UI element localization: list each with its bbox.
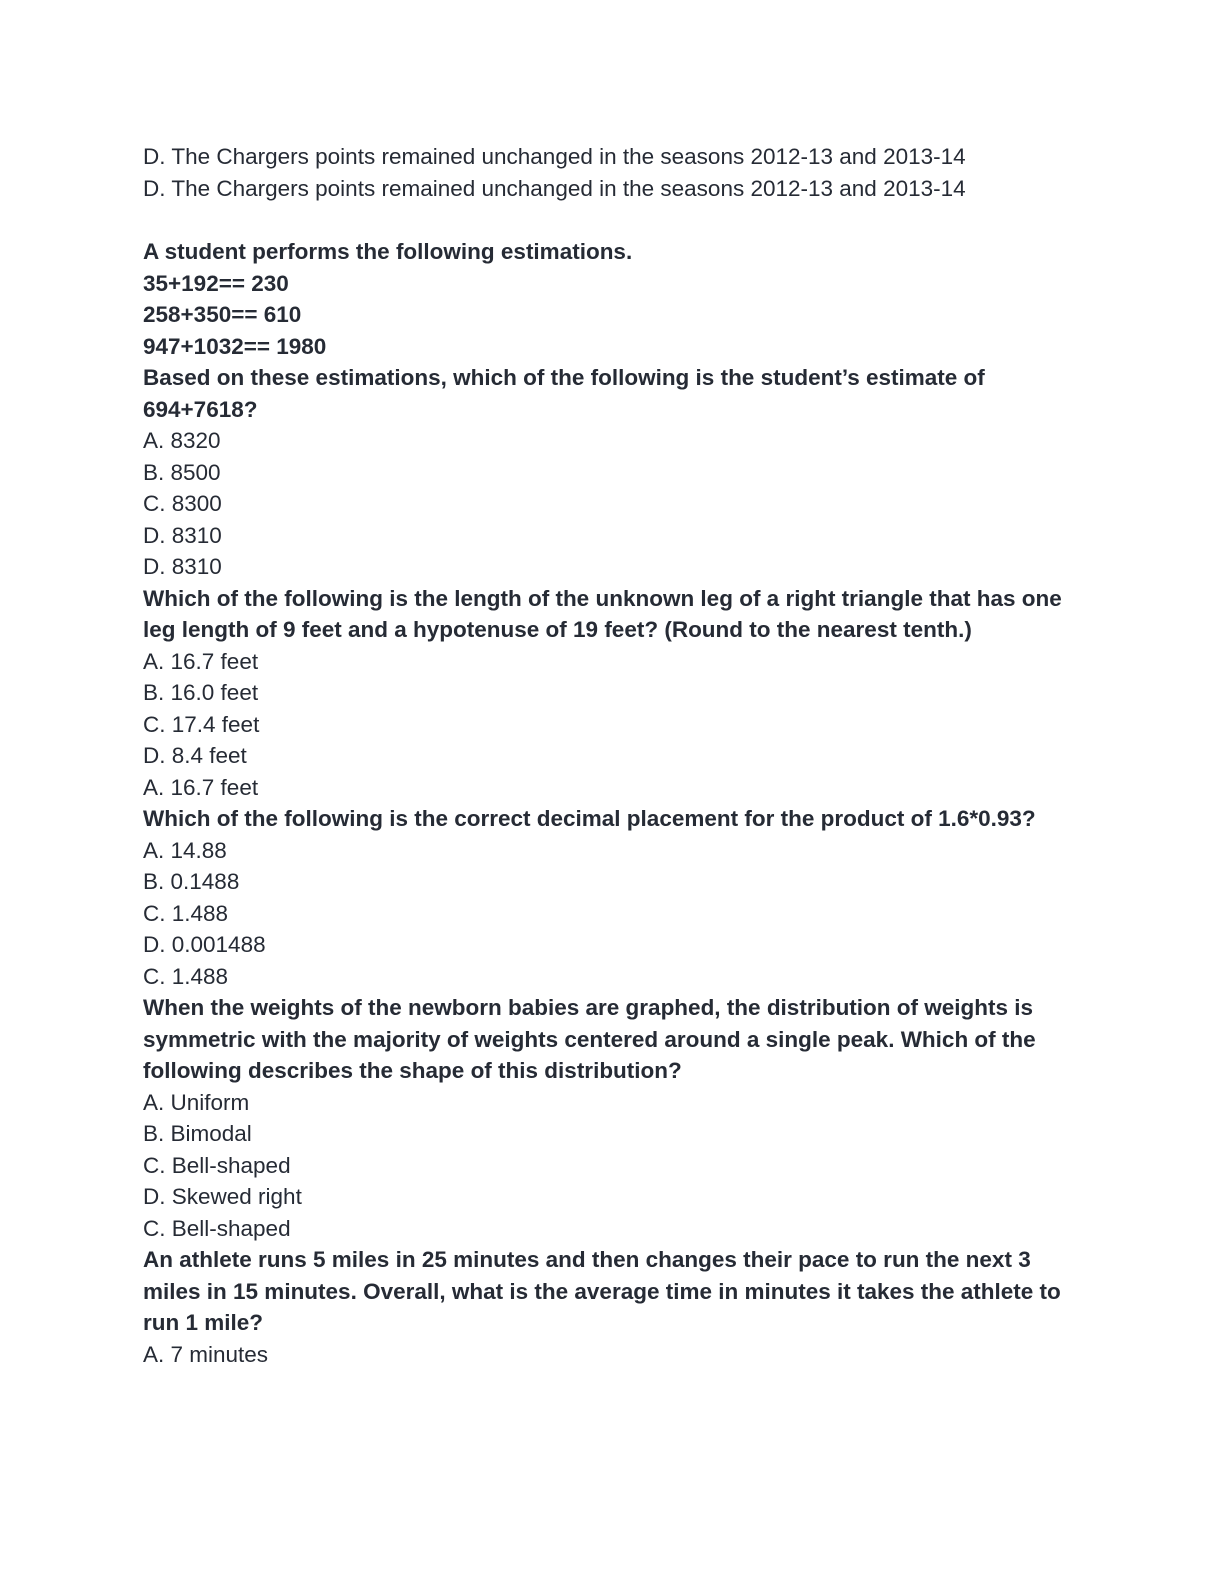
document-page bbox=[143, 141, 1143, 1370]
answer: A. 16.7 feet bbox=[143, 774, 259, 800]
estimation-intro: A student performs the following estimations. bbox=[143, 239, 633, 264]
decimal-question: Which of the following is the correct decimal placement for the product of 1.6*0.93? bbox=[143, 806, 1036, 831]
option: B. 0.1488 bbox=[143, 869, 240, 894]
option: B. 8500 bbox=[143, 459, 221, 485]
option: A. 14.88 bbox=[143, 837, 227, 863]
distribution-question: When the weights of the newborn babies are graphed, the distribution of weights is symmetric with the majority of weights centered around a single peak. Which of the following describes the shape of this distribution? bbox=[143, 995, 1036, 1083]
answer: D. 8310 bbox=[143, 554, 222, 579]
option: C. 1.488 bbox=[143, 900, 229, 926]
option: C. 17.4 feet bbox=[143, 711, 260, 737]
option: B. 16.0 feet bbox=[143, 680, 259, 705]
option: C. Bell-shaped bbox=[143, 1152, 291, 1178]
estimation-question: Based on these estimations, which of the following is the student’s estimate of 694+7618? bbox=[143, 365, 985, 422]
option: D. 8.4 feet bbox=[143, 743, 247, 768]
triangle-question: Which of the following is the length of the unknown leg of a right triangle that has one leg length of 9 feet and a hypotenuse of 19 feet? (Round to the nearest tenth.) bbox=[143, 585, 1062, 642]
option: D. 0.001488 bbox=[143, 932, 266, 957]
option: A. 7 minutes bbox=[143, 1341, 269, 1367]
estimation-example: 947+1032== 1980 bbox=[143, 333, 327, 359]
answer: C. 1.488 bbox=[143, 963, 229, 989]
option: A. 16.7 feet bbox=[143, 648, 259, 674]
spacer bbox=[143, 204, 1143, 236]
option: B. Bimodal bbox=[143, 1121, 252, 1146]
option: A. Uniform bbox=[143, 1089, 250, 1115]
header-line: D. The Chargers points remained unchanged in the seasons 2012-13 and 2013-14 bbox=[143, 144, 966, 169]
estimation-example: 35+192== 230 bbox=[143, 270, 289, 296]
estimation-example: 258+350== 610 bbox=[143, 302, 302, 327]
answer: C. Bell-shaped bbox=[143, 1215, 291, 1241]
option: D. Skewed right bbox=[143, 1184, 302, 1209]
option: C. 8300 bbox=[143, 491, 222, 516]
option: D. 8310 bbox=[143, 522, 222, 548]
option: A. 8320 bbox=[143, 428, 221, 453]
pace-question: An athlete runs 5 miles in 25 minutes and then changes their pace to run the next 3 miles in 15 minutes. Overall, what is the average time in minutes it takes the athlete to run 1 mile? bbox=[143, 1247, 1061, 1335]
header-line: D. The Chargers points remained unchanged in the seasons 2012-13 and 2013-14 bbox=[143, 175, 966, 201]
